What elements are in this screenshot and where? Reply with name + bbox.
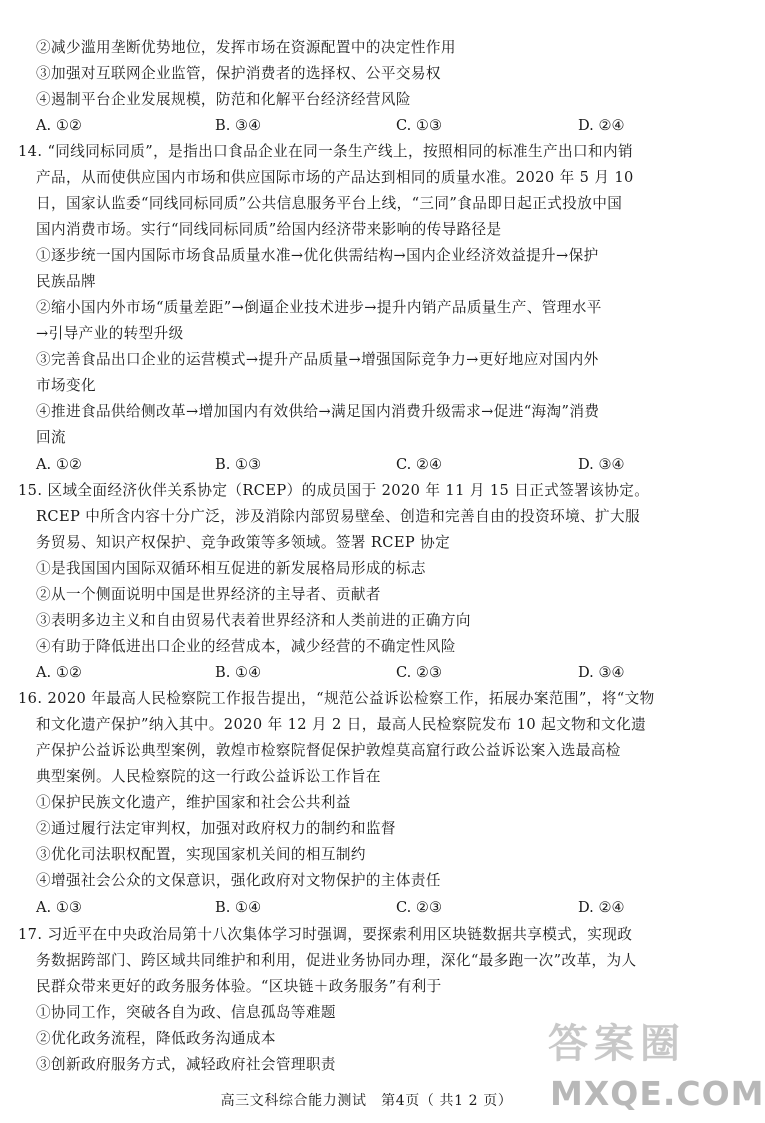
q15-line-7: ④有助于降低进出口企业的经营成本，减少经营的不确定性风险 xyxy=(36,638,456,655)
q14-line-11: ④推进食品供给侧改革→增加国内有效供给→满足国内消费升级需求→促进“海淘”消费 xyxy=(36,403,600,420)
q14-line-2: 产品，从而使供应国内市场和供应国际市场的产品达到相同的质量水准。2020 年 5 月 10 xyxy=(36,169,634,186)
q14-line-5: ①逐步统一国内国际市场食品质量水准→优化供需结构→国内企业经济效益提升→保护 xyxy=(36,247,599,264)
q16-option-c: C. ②③ xyxy=(396,899,443,916)
q13-option-b: B. ③④ xyxy=(215,117,262,134)
q16-line-3: 产保护公益诉讼典型案例，敦煌市检察院督促保护敦煌莫高窟行政公益诉讼案入选最高检 xyxy=(36,742,621,759)
q15-option-b: B. ①④ xyxy=(215,664,262,681)
q14-option-a: A. ①② xyxy=(36,456,82,473)
q14-option-d: D. ③④ xyxy=(578,456,625,473)
q13-option-c: C. ①③ xyxy=(396,117,443,134)
q17-line-6: ③创新政府服务方式，减轻政府社会管理职责 xyxy=(36,1056,336,1073)
q16-line-2: 和文化遗产保护”纳入其中。2020 年 12 月 2 日，最高人民检察院发布 10 起文物和文化遗 xyxy=(36,716,647,733)
q17-line-3: 民群众带来更好的政务服务体验。“区块链＋政务服务”有利于 xyxy=(36,978,442,995)
q14-line-4: 国内消费市场。实行“同线同标同质”给国内经济带来影响的传导路径是 xyxy=(36,221,502,238)
q15-line-2: RCEP 中所含内容十分广泛，涉及消除内部贸易壁垒、创造和完善自由的投资环境、扩大服 xyxy=(36,508,641,525)
q16-option-b: B. ①④ xyxy=(215,899,262,916)
q14-line-8: →引导产业的转型升级 xyxy=(36,325,184,342)
q16-option-a: A. ①③ xyxy=(36,899,82,916)
q14-line-9: ③完善食品出口企业的运营模式→提升产品质量→增强国际竞争力→更好地应对国内外 xyxy=(36,351,599,368)
q17-line-5: ②优化政务流程，降低政务沟通成本 xyxy=(36,1030,276,1047)
q16-line-7: ③优化司法职权配置，实现国家机关间的相互制约 xyxy=(36,846,366,863)
q14-line-7: ②缩小国内外市场“质量差距”→倒逼企业技术进步→提升内销产品质量生产、管理水平 xyxy=(36,299,602,316)
q13-line-3: ④遏制平台企业发展规模，防范和化解平台经济经营风险 xyxy=(36,91,411,108)
q16-line-1: 16. 2020 年最高人民检察院工作报告提出，“规范公益诉讼检察工作，拓展办案范围”，将“文物 xyxy=(18,690,655,707)
q15-line-6: ③表明多边主义和自由贸易代表着世界经济和人类前进的正确方向 xyxy=(36,612,471,629)
q15-line-4: ①是我国国内国际双循环相互促进的新发展格局形成的标志 xyxy=(36,560,426,577)
q16-option-d: D. ②④ xyxy=(578,899,625,916)
q14-line-10: 市场变化 xyxy=(36,377,96,394)
q13-option-d: D. ②④ xyxy=(578,117,625,134)
q13-line-1: ②减少滥用垄断优势地位，发挥市场在资源配置中的决定性作用 xyxy=(36,39,456,56)
q14-line-3: 日，国家认监委“同线同标同质”公共信息服务平台上线，“三同”食品即日起正式投放中国 xyxy=(36,195,623,212)
watermark-logo-bottom: MXQE.COM xyxy=(550,1074,765,1113)
q16-line-6: ②通过履行法定审判权，加强对政府权力的制约和监督 xyxy=(36,820,396,837)
q16-line-5: ①保护民族文化遗产，维护国家和社会公共利益 xyxy=(36,794,351,811)
q17-line-1: 17. 习近平在中央政治局第十八次集体学习时强调，要探索利用区块链数据共享模式，实现政 xyxy=(18,926,633,943)
q15-option-c: C. ②③ xyxy=(396,664,443,681)
page-footer: 高三文科综合能力测试 第4页（ 共1 2 页） xyxy=(220,1093,513,1109)
q15-line-3: 务贸易、知识产权保护、竞争政策等多领域。签署 RCEP 协定 xyxy=(36,534,451,551)
q15-line-5: ②从一个侧面说明中国是世界经济的主导者、贡献者 xyxy=(36,586,381,603)
q14-line-1: 14. “同线同标同质”，是指出口食品企业在同一条生产线上，按照相同的标准生产出口和内销 xyxy=(18,143,633,160)
q13-line-2: ③加强对互联网企业监管，保护消费者的选择权、公平交易权 xyxy=(36,65,441,82)
watermark-logo xyxy=(548,1012,765,1120)
q15-option-a: A. ①② xyxy=(36,664,82,681)
q16-line-8: ④增强社会公众的文保意识，强化政府对文物保护的主体责任 xyxy=(36,872,441,889)
q14-line-12: 回流 xyxy=(36,429,66,446)
q14-option-c: C. ②④ xyxy=(396,456,443,473)
q17-line-2: 务数据跨部门、跨区域共同维护和利用，促进业务协同办理，深化“最多跑一次”改革，为人 xyxy=(36,952,637,969)
q16-line-4: 典型案例。人民检察院的这一行政公益诉讼工作旨在 xyxy=(36,768,381,785)
q14-option-b: B. ①③ xyxy=(215,456,262,473)
q15-option-d: D. ③④ xyxy=(578,664,625,681)
q15-line-1: 15. 区域全面经济伙伴关系协定（RCEP）的成员国于 2020 年 11 月 15 日正式签署该协定。 xyxy=(18,482,650,499)
watermark-logo-top: 答案圈 xyxy=(548,1021,686,1067)
q17-line-4: ①协同工作，突破各自为政、信息孤岛等难题 xyxy=(36,1004,336,1021)
q14-line-6: 民族品牌 xyxy=(36,273,96,290)
q13-option-a: A. ①② xyxy=(36,117,82,134)
